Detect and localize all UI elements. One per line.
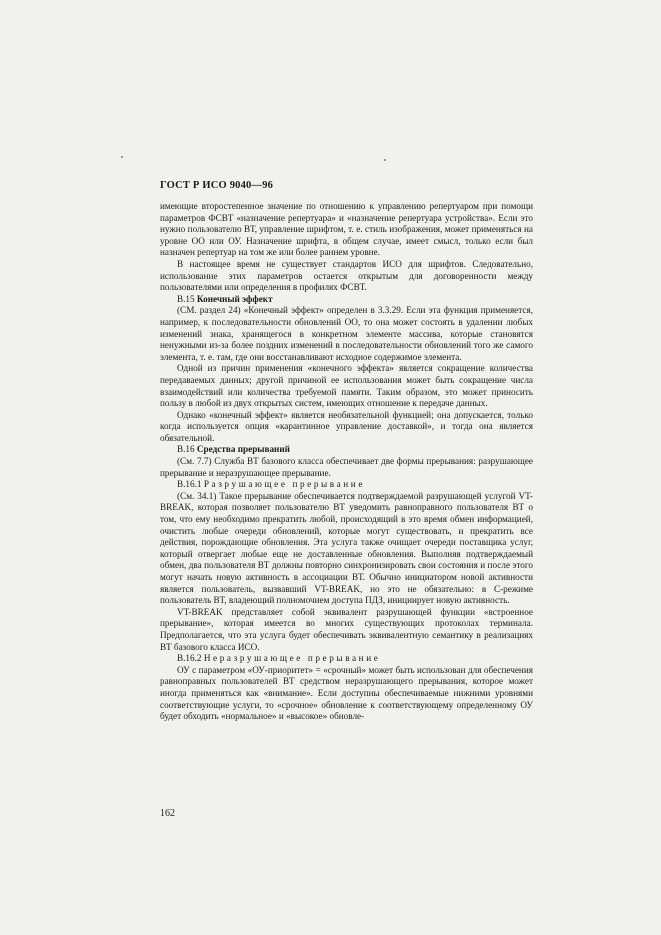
paragraph: В настоящее время не существует стандартов ИСО для шрифтов. Следовательно, использование этих параметров остается открытым для договоренности между пользователями или определения в профилях ФСВТ.: [160, 258, 533, 293]
running-header: ГОСТ Р ИСО 9040—96: [160, 180, 274, 191]
section-number: В.16.2: [177, 653, 202, 664]
section-title: Средства прерываний: [196, 444, 290, 455]
section-title: Неразрушающее прерывание: [203, 653, 381, 664]
section-number: В.16: [177, 444, 195, 455]
section-title: Конечный эффект: [196, 293, 273, 304]
section-heading-b15: [160, 294, 533, 306]
section-heading-b162: [160, 653, 533, 665]
paragraph: (СМ. раздел 24) «Конечный эффект» определен в 3.3.29. Если эта функция применяется, например, к последовательности обновлений ОО, то она может состоять в удалении любых изменений знака, хранящегося в конкретном элементе массива, которые становятся ненужными из-за более поздних изменений в последовательности обновлений того же самого элемента, т. е. там, где они восстанавливают исходное содержимое элемента.: [160, 305, 533, 362]
page-number: 162: [160, 808, 175, 819]
section-number: В.15: [177, 293, 195, 304]
paragraph: Однако «конечный эффект» является необязательной функцией; она допускается, только когда используется опция «карантинное управление доставкой», и тогда она является обязательной.: [160, 409, 533, 443]
section-heading-b16: [160, 444, 533, 456]
paragraph: Одной из причин применения «конечного эффекта» является сокращение количества передаваемых данных; другой причиной ее использования может быть сокращение числа взаимодействий или количества требуемой памяти. Таким образом, это может приносить пользу в любой из двух открытых систем, имеющих отношение к передаче данных.: [160, 363, 533, 409]
paragraph: VT-BREAK представляет собой эквивалент разрушающей функции «встроенное прерывание», которая имеется во многих существующих протоколах терминала. Предполагается, что эта услуга будет обеспечивать эквивалентную семантику в реализациях ВТ базового класса ИСО.: [160, 606, 533, 652]
scan-speck: [121, 156, 123, 158]
scan-speck: [384, 159, 386, 161]
paragraph: (См. 7.7) Служба ВТ базового класса обеспечивает две формы прерывания: разрушающее прерывание и неразрушающее прерывание.: [160, 456, 533, 478]
body-text: [160, 201, 533, 723]
section-number: В.16.1: [177, 479, 202, 490]
section-title: Разрушающее прерывание: [203, 479, 365, 490]
paragraph: (См. 34.1) Такое прерывание обеспечивается подтверждаемой разрушающей услугой VT-BREAK, которая позволяет пользователю ВТ уведомить равноправного пользователя ВТ о том, что ему необходимо прекратить любой, происходящий в это время обмен информацией, очистить любые очереди обновлений, которые могут существовать, и прекратить все действия, порождающие обновления. Эта услуга также очищает очереди поставщика услуг, который отвергает любые еще не доставленные обновления. Выполняя подтверждаемый обмен, два пользователя ВТ должны повторно синхронизировать свои состояния и после этого могут начать новую активность в ассоциации ВТ. Обычно инициатором новой активности является пользователь, вызвавший VT-BREAK, но это не обязательно: в С-режиме пользователь ВТ, владеющий полномочием доступа ПДЗ, инициирует новую активность.: [160, 490, 533, 606]
paragraph: ОУ с параметром «ОУ-приоритет» = «срочный» может быть использован для обеспечения равноправных пользователей ВТ средством неразрушающего прерывания, которое может иногда применяться как «внимание». Если доступны обеспечиваемые нижними уровнями соответствующие услуги, то «срочное» обновление к соответствующему определенному ОУ будет обходить «нормальное» и «высокое» обновле-: [160, 664, 533, 722]
section-heading-b161: [160, 479, 533, 491]
paragraph: имеющие второстепенное значение по отношению к управлению репертуаром при помощи параметров ФСВТ «назначение репертуара» и «назначение репертуара устройства». Если это нужно пользователю ВТ, управление шрифтом, т. е. стиль изображения, может применяться на уровне ОО или ОУ. Назначение шрифта, в общем случае, имеет смысл, только если был назначен репертуар на том же или более раннем уровне.: [160, 201, 533, 258]
